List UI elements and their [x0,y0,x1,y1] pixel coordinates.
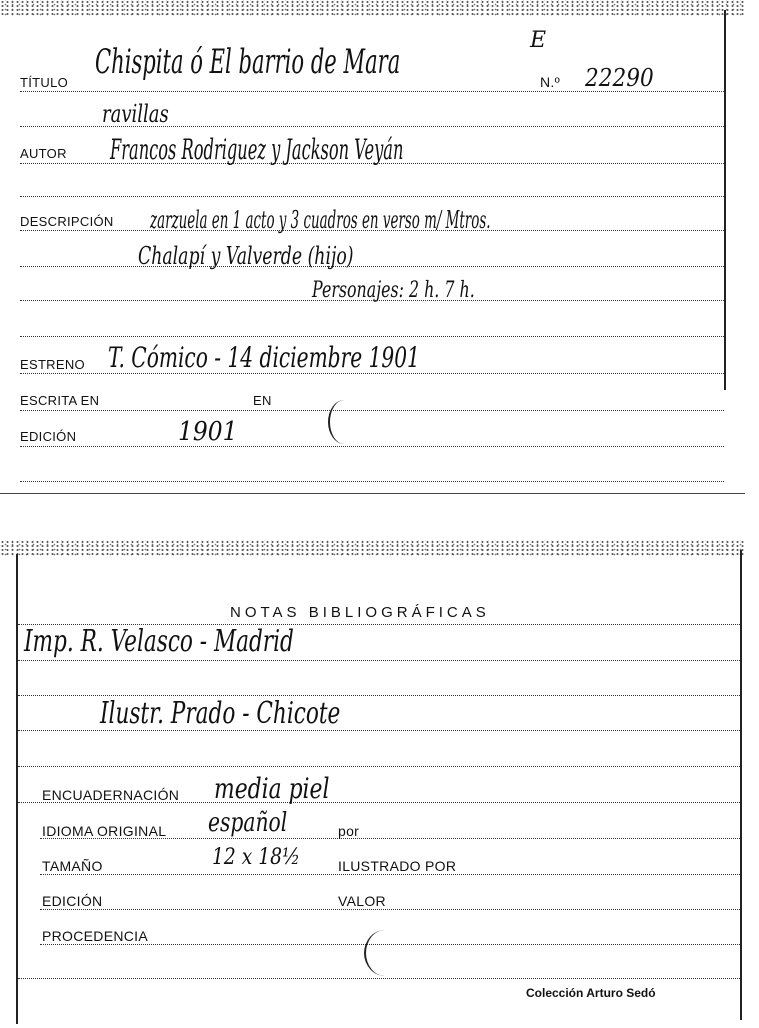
numero-label: N.º [540,74,561,90]
rule-line [40,874,740,875]
handwritten-title: Chispita ó El barrio de Mara [95,42,401,82]
pencil-arc-mark [328,400,360,444]
handwritten-description-1: zarzuela en 1 acto y 3 cuadros en verso m/ Mtros. [150,206,491,234]
rule-line [18,978,740,979]
card-edge-texture [0,0,745,16]
escrita-en-label: ESCRITA EN [20,393,100,408]
handwritten-premiere: T. Cómico - 14 diciembre 1901 [108,341,420,374]
rule-line [20,266,724,267]
rule-line [20,196,724,197]
rule-line [18,766,740,767]
handwritten-series-letter: E [530,28,547,53]
handwritten-binding: media piel [214,772,330,805]
handwritten-title-continued: ravillas [102,100,169,128]
card-separator [0,493,745,494]
catalog-card-bottom [0,540,759,1028]
handwritten-language: español [208,808,288,838]
valor-label: VALOR [338,893,386,909]
handwritten-illustrator: Ilustr. Prado - Chicote [100,696,341,731]
encuadernacion-label: ENCUADERNACIÓN [42,787,180,803]
ilustrado-por-label: ILUSTRADO POR [338,858,457,874]
edicion-label: EDICIÓN [42,893,103,909]
descripcion-label: DESCRIPCIÓN [20,214,114,229]
estreno-label: ESTRENO [20,357,85,372]
handwritten-author: Francos Rodriguez y Jackson Veyán [110,133,404,166]
handwritten-imprint: Imp. R. Velasco - Madrid [24,624,294,659]
handwritten-description-3: Personajes: 2 h. 7 h. [312,278,475,303]
handwritten-number: 22290 [585,64,654,92]
handwritten-size: 12 x 18½ [212,845,301,870]
titulo-label: TÍTULO [20,75,69,90]
rule-line [40,909,740,910]
card-right-edge [724,10,726,390]
en-label: EN [253,393,272,408]
handwritten-description-2: Chalapí y Valverde (hijo) [138,242,354,270]
card-right-edge [740,550,742,1020]
collection-credit: Colección Arturo Sedó [526,986,656,1000]
rule-line [20,336,724,337]
idioma-original-label: IDIOMA ORIGINAL [42,823,167,839]
autor-label: AUTOR [20,146,67,161]
por-label: por [338,823,360,839]
edicion-label: EDICIÓN [20,429,77,444]
rule-line [20,410,724,411]
card-heading: NOTAS BIBLIOGRÁFICAS [230,604,490,621]
procedencia-label: PROCEDENCIA [42,928,148,944]
handwritten-edition: 1901 [178,417,238,447]
tamano-label: TAMAÑO [42,858,103,874]
pencil-arc-mark [364,930,406,976]
rule-line [18,660,740,661]
catalog-card-top [0,0,759,495]
rule-line [20,481,724,482]
rule-line [20,446,724,447]
card-edge-texture [0,540,745,556]
